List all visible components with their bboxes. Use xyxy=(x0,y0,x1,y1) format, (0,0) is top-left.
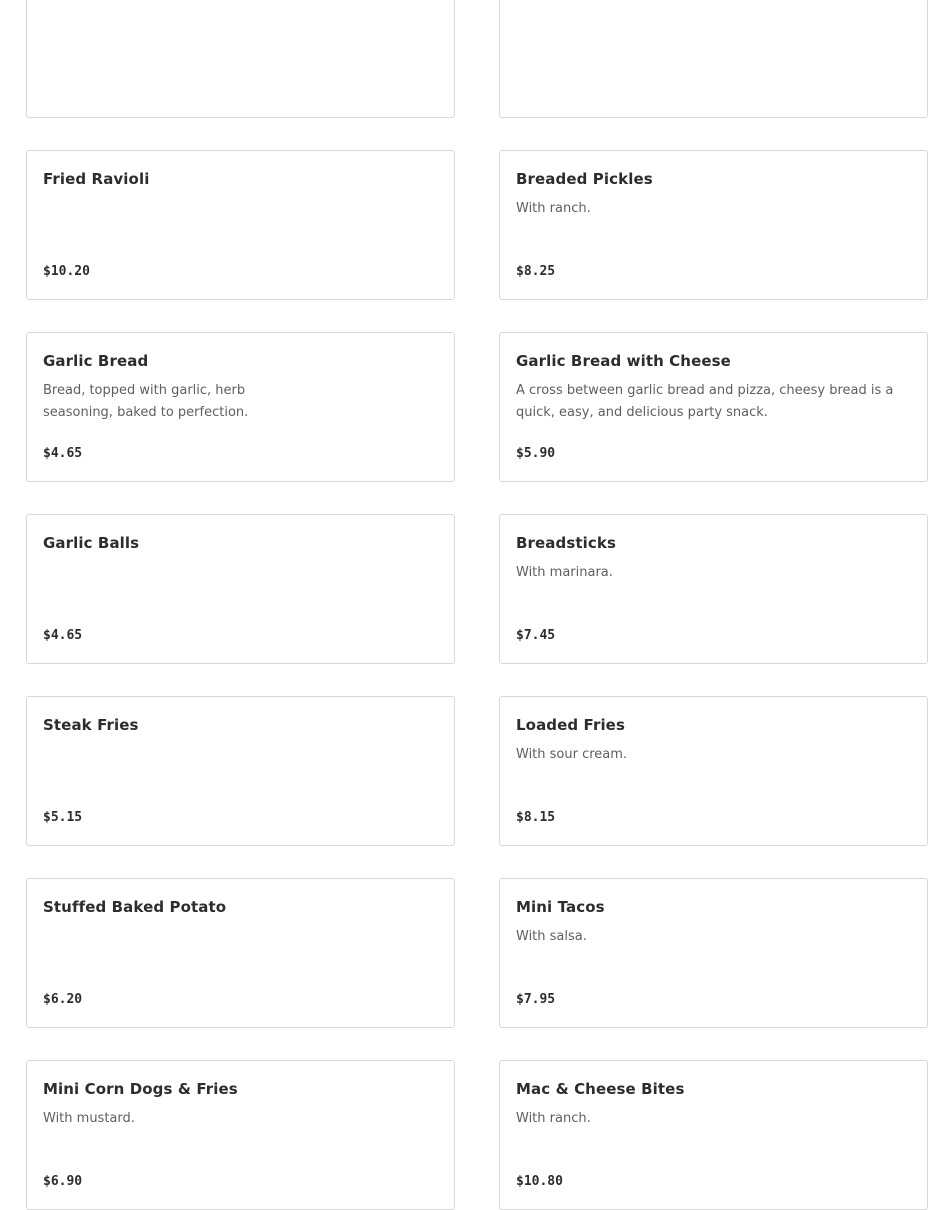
menu-item-name: Stuffed Baked Potato xyxy=(43,898,227,916)
menu-item-price: $5.90 xyxy=(516,446,556,461)
menu-item-card[interactable] xyxy=(26,514,455,664)
menu-item-name: Garlic Balls xyxy=(43,534,140,552)
menu-item-name: Fried Ravioli xyxy=(43,170,150,188)
menu-item-name: Mini Tacos xyxy=(516,898,605,916)
menu-item-price: $8.15 xyxy=(516,810,556,825)
menu-item-price: $7.45 xyxy=(516,628,556,643)
menu-item-description: With sour cream. xyxy=(516,747,628,762)
menu-item-description: With ranch. xyxy=(516,1111,591,1126)
menu-item-name: Loaded Fries xyxy=(516,716,625,734)
menu-item-card[interactable] xyxy=(26,1060,455,1210)
menu-item-card[interactable] xyxy=(499,332,928,482)
menu-item-card[interactable] xyxy=(26,878,455,1028)
menu-item-description: Bread, topped with garlic, herb seasoning, baked to perfection. xyxy=(43,383,249,420)
menu-item-name: Mac & Cheese Bites xyxy=(516,1080,685,1098)
menu-item-price: $6.90 xyxy=(43,1174,83,1189)
menu-item-card[interactable] xyxy=(499,0,928,118)
menu-item-card[interactable] xyxy=(26,696,455,846)
menu-item-description: With ranch. xyxy=(516,201,591,216)
menu-item-card[interactable] xyxy=(499,878,928,1028)
menu-item-price: $4.65 xyxy=(43,446,83,461)
menu-item-card[interactable] xyxy=(499,696,928,846)
menu-item-price: $8.25 xyxy=(516,264,556,279)
menu-item-price: $4.65 xyxy=(43,628,83,643)
menu-item-price: $10.80 xyxy=(516,1174,563,1189)
menu-item-description: With marinara. xyxy=(516,565,613,580)
menu-item-name: Garlic Bread with Cheese xyxy=(516,352,731,370)
menu-item-price: $10.20 xyxy=(43,264,90,279)
menu-item-card[interactable] xyxy=(499,514,928,664)
menu-item-card[interactable] xyxy=(26,150,455,300)
menu-item-card[interactable] xyxy=(26,332,455,482)
menu-item-name: Garlic Bread xyxy=(43,352,149,370)
menu-item-card[interactable] xyxy=(499,1060,928,1210)
menu-item-card[interactable] xyxy=(26,0,455,118)
menu-item-name: Breadsticks xyxy=(516,534,616,552)
menu-item-price: $5.15 xyxy=(43,810,83,825)
menu-item-name: Breaded Pickles xyxy=(516,170,653,188)
menu-item-price: $6.20 xyxy=(43,992,83,1007)
menu-item-description: With salsa. xyxy=(516,929,587,944)
menu-item-grid xyxy=(26,0,928,1210)
menu-item-description: With mustard. xyxy=(43,1111,135,1126)
menu-item-name: Mini Corn Dogs & Fries xyxy=(43,1080,238,1098)
menu-item-description: A cross between garlic bread and pizza, cheesy bread is a quick, easy, and delicious party snack. xyxy=(516,383,894,420)
menu-item-card[interactable] xyxy=(499,150,928,300)
menu-item-price: $7.95 xyxy=(516,992,556,1007)
menu-item-name: Steak Fries xyxy=(43,716,139,734)
